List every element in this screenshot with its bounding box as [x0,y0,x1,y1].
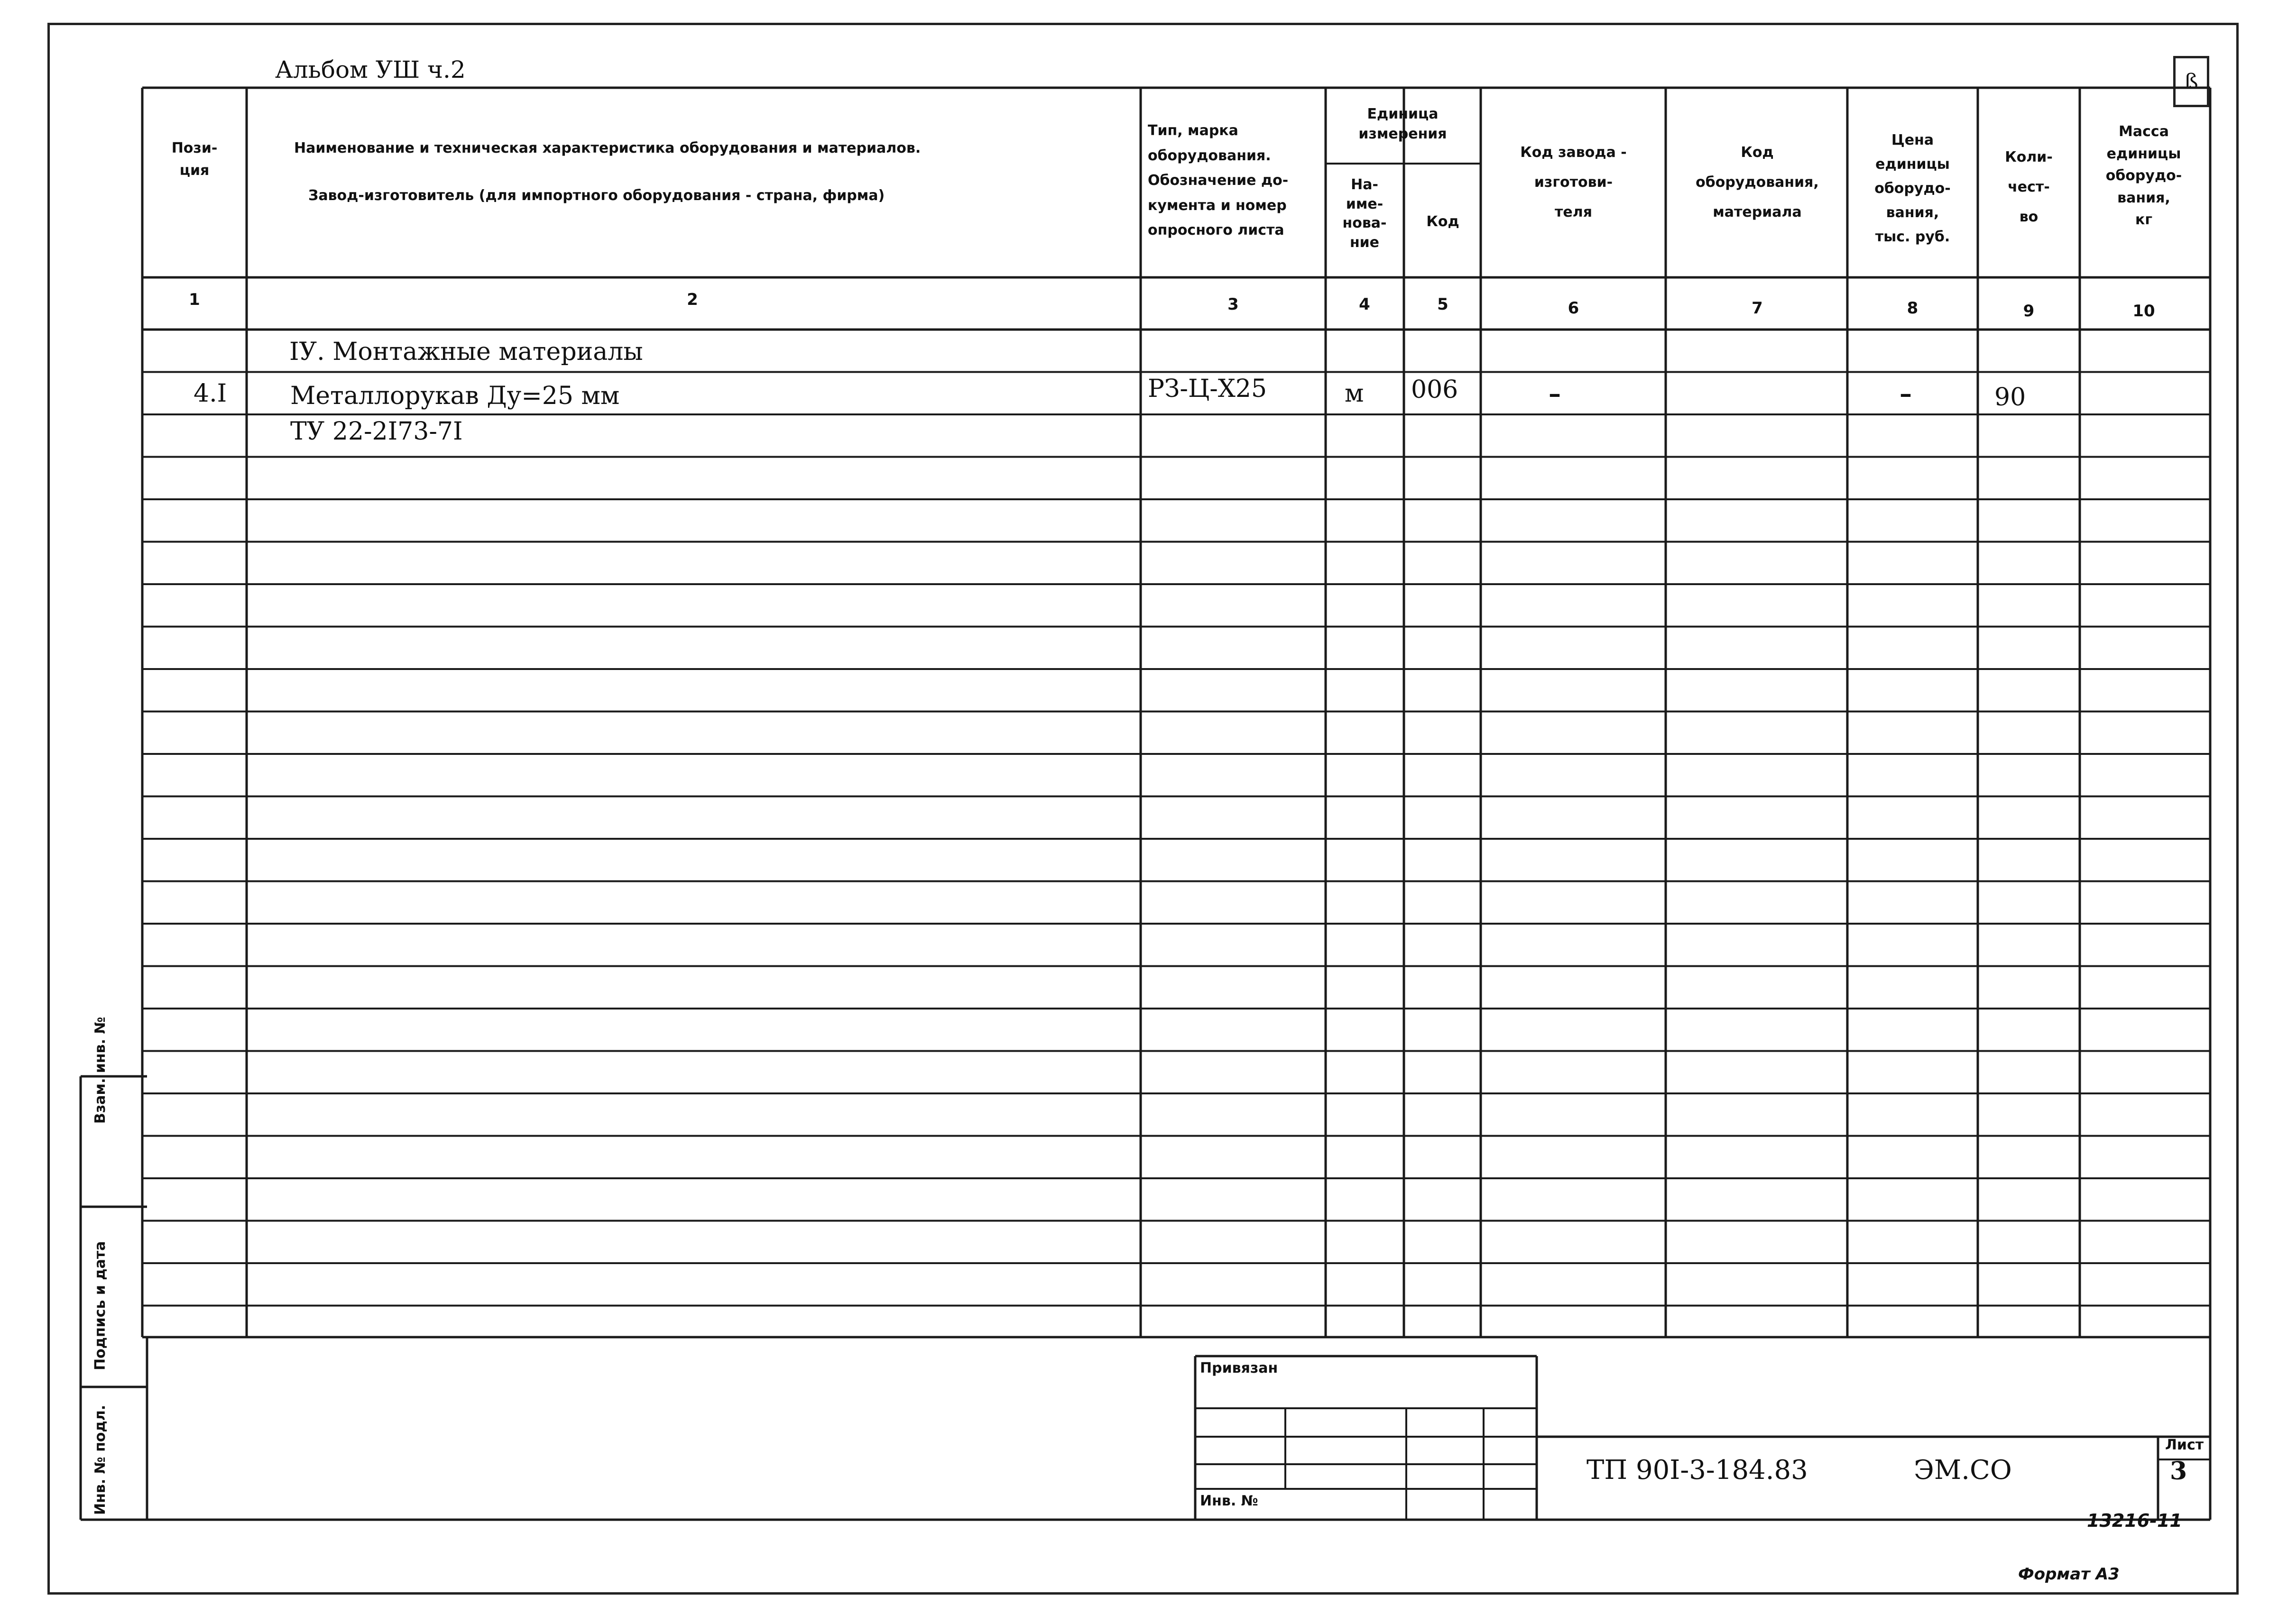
side-label-podpis: Подпись и дата [92,1241,109,1370]
col-header-10: Масса единицы оборудо- вания, кг [2105,123,2182,228]
col-num-4: 4 [1359,295,1370,314]
row-1-price: – [1900,379,1912,408]
row-1-type: РЗ-Ц-Х25 [1148,375,1267,403]
stamp-mark: ЭМ.СО [1914,1455,2012,1486]
col-header-9: Коли- чест- во [2005,149,2053,225]
bottom-code: 13216-11 [2087,1510,2182,1531]
row-1-factory-code: – [1549,379,1561,408]
side-label-inv-podl: Инв. № подл. [92,1404,109,1515]
stamp-sheet-number: 3 [2170,1457,2187,1486]
row-2-name: ТУ 22-2I73-7I [290,417,463,446]
row-1-code: 006 [1411,376,1458,404]
format-label: Формат А3 [2018,1565,2120,1584]
col-num-6: 6 [1568,299,1579,318]
col-header-5: Код [1426,213,1459,230]
col-num-8: 8 [1907,299,1919,318]
col-header-2-line2: Завод-изготовитель (для импортного оборудования - страна, фирма) [308,187,885,204]
col-num-10: 10 [2132,302,2155,321]
row-1-position: 4.I [194,379,227,408]
row-1-name: Металлорукав Ду=25 мм [290,382,620,410]
stamp-doc-code: ТП 90I-3-184.83 [1586,1455,1808,1486]
col-header-8: Цена единицы оборудо- вания, тыс. руб. [1874,132,1951,245]
col-num-7: 7 [1752,299,1763,318]
col-num-9: 9 [2023,302,2035,321]
row-1-quantity: 90 [1994,383,2026,412]
stamp-privyazan: Привязан [1200,1360,1278,1376]
col-header-4: На- име- нова- ние [1342,176,1387,251]
section-title: IУ. Монтажные материалы [289,338,643,366]
col-num-3: 3 [1227,295,1239,314]
col-num-1: 1 [189,290,200,309]
col-header-6: Код завода - изготови- теля [1520,144,1627,220]
col-num-2: 2 [687,290,698,309]
col-header-1: Пози- ция [171,140,218,179]
col-header-2-line1: Наименование и техническая характеристика оборудования и материалов. [294,140,921,156]
stamp-inv-no: Инв. № [1200,1493,1258,1509]
col-header-3: Тип, марка оборудования. Обозначение до- кумента и номер опросного листа [1148,122,1289,239]
album-title: Альбом УШ ч.2 [275,56,466,83]
corner-mark: ß [2173,56,2209,107]
stamp-sheet-label: Лист [2165,1437,2204,1453]
col-num-5: 5 [1437,295,1448,314]
row-1-unit: м [1345,379,1364,408]
side-label-vzam: Взам. инв. № [92,1017,109,1124]
col-header-7: Код оборудования, материала [1696,144,1819,220]
unit-group-header: Единица измерения [1358,106,1447,142]
